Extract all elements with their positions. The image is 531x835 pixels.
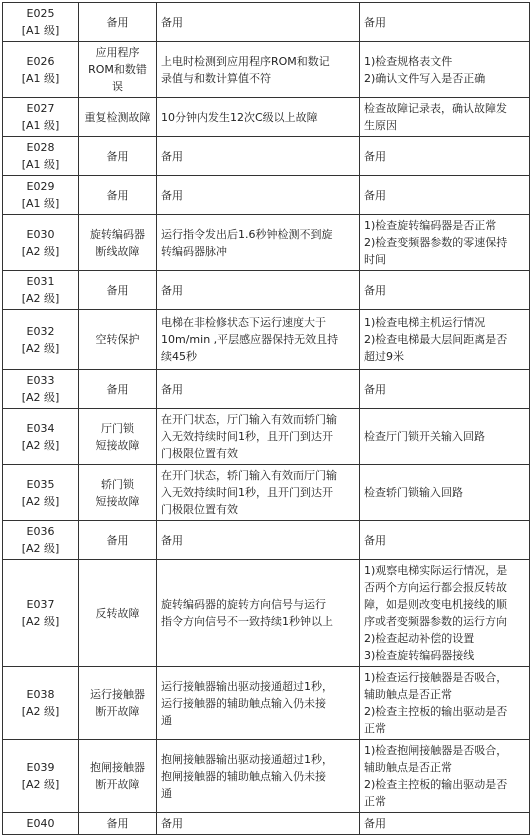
- cell-text-line: E036: [26, 525, 55, 538]
- cell-text-line: [A2 级]: [21, 292, 60, 305]
- cell-text-line: 辅助触点是否正常: [364, 688, 452, 701]
- cell-text-line: 续45秒: [161, 350, 197, 363]
- cell-text-line: 空转保护: [95, 333, 140, 346]
- cell-text-line: 检查轿门锁输入回路: [364, 486, 463, 499]
- fault-code-cell: [3, 409, 79, 465]
- cell-text-line: 指令方向信号不一致持续1秒钟以上: [161, 615, 333, 628]
- cell-text-line: 备用: [161, 382, 183, 396]
- cell-text-line: 断开故障: [95, 778, 140, 791]
- cell-text-line: 旋转编码器: [90, 227, 145, 241]
- cell-text-line: 2)检查电梯最大层间距离是否: [364, 333, 508, 346]
- cell-text-line: E032: [26, 324, 55, 338]
- fault-action-cell: [360, 521, 530, 560]
- cell-text-line: 备用: [161, 817, 183, 830]
- fault-name-cell: [79, 98, 157, 137]
- cell-text-line: 正常: [364, 722, 386, 735]
- cell-text-line: 备用: [364, 533, 386, 547]
- cell-text-line: E030: [26, 227, 55, 241]
- cell-text-line: 备用: [364, 382, 386, 396]
- cell-text-line: 备用: [161, 15, 183, 29]
- fault-name-cell: [79, 521, 157, 560]
- cell-text-line: 运行接触器输出驱动接通超过1秒，: [161, 679, 333, 693]
- cell-text-line: 序或者变频器参数的运行方向: [364, 615, 507, 628]
- cell-text-line: E038: [26, 688, 55, 701]
- cell-text-line: [A2 级]: [21, 615, 60, 628]
- cell-text-line: 通: [161, 713, 172, 727]
- fault-code-cell: [3, 176, 79, 215]
- cell-text-line: 生原因: [364, 119, 397, 132]
- fault-code-cell: [3, 465, 79, 521]
- cell-text-line: 检查故障记录表，确认故障发: [364, 102, 507, 115]
- fault-name-cell: [79, 465, 157, 521]
- fault-action-cell: [360, 310, 530, 370]
- table-row: [3, 176, 530, 215]
- fault-name-cell: [79, 42, 157, 98]
- fault-action-cell: [360, 137, 530, 176]
- cell-text-line: E039: [26, 761, 55, 774]
- cell-text-line: 厅门锁: [101, 421, 134, 435]
- cell-text-line: [A1 级]: [21, 24, 60, 37]
- table-row: [3, 465, 530, 521]
- cell-text-line: 抱闸接触器: [90, 761, 145, 774]
- cell-text-line: 1)检查抱闸接触器是否吸合，: [364, 744, 508, 757]
- fault-action-cell: [360, 42, 530, 98]
- cell-text-line: E031: [26, 275, 55, 288]
- cell-text-line: 备用: [161, 149, 183, 163]
- fault-condition-cell: [157, 137, 360, 176]
- cell-text-line: 通: [161, 786, 172, 800]
- fault-condition-cell: [157, 370, 360, 409]
- fault-condition-cell: [157, 176, 360, 215]
- fault-condition-cell: [157, 42, 360, 98]
- cell-text-line: 障，如是则改变电机接线的顺: [364, 598, 507, 611]
- fault-table-body: [3, 3, 530, 835]
- cell-text-line: 反转故障: [95, 606, 140, 620]
- fault-name-cell: [79, 3, 157, 42]
- fault-condition-cell: [157, 215, 360, 271]
- cell-text-line: E033: [26, 374, 55, 387]
- fault-condition-cell: [157, 521, 360, 560]
- fault-condition-cell: [157, 409, 360, 465]
- table-row: [3, 409, 530, 465]
- cell-text-line: 在开门状态，轿门输入有效而厅门输: [161, 469, 337, 482]
- cell-text-line: 入无效持续时间1秒，且开门到达开: [161, 486, 333, 499]
- fault-name-cell: [79, 271, 157, 310]
- fault-name-cell: [79, 215, 157, 271]
- cell-text-line: 备用: [364, 15, 386, 29]
- fault-code-cell: [3, 521, 79, 560]
- cell-text-line: [A1 级]: [21, 158, 60, 171]
- cell-text-line: [A1 级]: [21, 197, 60, 210]
- fault-action-cell: [360, 409, 530, 465]
- cell-text-line: 10分钟内发生12次C级以上故障: [161, 110, 318, 124]
- fault-code-cell: [3, 310, 79, 370]
- fault-name-cell: [79, 137, 157, 176]
- fault-action-cell: [360, 215, 530, 271]
- cell-text-line: 备用: [364, 283, 386, 297]
- cell-text-line: E027: [26, 102, 55, 115]
- cell-text-line: 辅助触点是否正常: [364, 761, 452, 774]
- cell-text-line: 上电时检测到应用程序ROM和数记: [161, 54, 330, 68]
- cell-text-line: 运行接触器: [90, 688, 145, 701]
- fault-action-cell: [360, 271, 530, 310]
- fault-code-cell: [3, 215, 79, 271]
- table-row: [3, 137, 530, 176]
- fault-name-cell: [79, 740, 157, 813]
- fault-condition-cell: [157, 271, 360, 310]
- cell-text-line: 轿门锁: [101, 477, 134, 491]
- cell-text-line: [A2 级]: [21, 244, 60, 258]
- cell-text-line: 短接故障: [95, 438, 140, 452]
- cell-text-line: E037: [26, 598, 55, 611]
- fault-action-cell: [360, 667, 530, 740]
- cell-text-line: [A2 级]: [21, 494, 60, 508]
- cell-text-line: 备用: [364, 188, 386, 202]
- table-row: [3, 271, 530, 310]
- fault-action-cell: [360, 370, 530, 409]
- cell-text-line: 2)确认文件写入是否正确: [364, 71, 486, 85]
- cell-text-line: [A2 级]: [21, 438, 60, 452]
- table-row: [3, 310, 530, 370]
- cell-text-line: 转编码器脉冲: [161, 244, 227, 258]
- cell-text-line: 抱闸接触器输出驱动接通超过1秒，: [161, 752, 333, 766]
- cell-text-line: 2)检查主控板的输出驱动是否: [364, 778, 508, 791]
- cell-text-line: 旋转编码器的旋转方向信号与运行: [161, 598, 326, 611]
- cell-text-line: 备用: [364, 149, 386, 163]
- fault-code-cell: [3, 98, 79, 137]
- cell-text-line: 1)检查旋转编码器是否正常: [364, 219, 497, 232]
- table-row: [3, 215, 530, 271]
- cell-text-line: 否两个方向运行都会报反转故: [364, 581, 507, 594]
- cell-text-line: 超过9米: [364, 350, 404, 363]
- cell-text-line: 应用程序: [95, 46, 140, 59]
- cell-text-line: 3)检查旋转编码器接线: [364, 649, 475, 662]
- fault-code-cell: [3, 271, 79, 310]
- fault-action-cell: [360, 3, 530, 42]
- cell-text-line: 断开故障: [95, 705, 140, 718]
- fault-name-cell: [79, 560, 157, 667]
- fault-code-cell: [3, 813, 79, 835]
- cell-text-line: 录值与和数计算值不符: [161, 71, 271, 85]
- cell-text-line: E028: [26, 141, 55, 154]
- fault-condition-cell: [157, 98, 360, 137]
- cell-text-line: 门极限位置有效: [161, 447, 238, 460]
- cell-text-line: E029: [26, 180, 55, 193]
- cell-text-line: 运行指令发出后1.6秒钟检测不到旋: [161, 227, 333, 241]
- cell-text-line: 备用: [106, 817, 129, 830]
- fault-code-cell: [3, 667, 79, 740]
- cell-text-line: 10m/min ,平层感应器保持无效且持: [161, 333, 339, 346]
- cell-text-line: E040: [26, 817, 55, 830]
- fault-name-cell: [79, 310, 157, 370]
- cell-text-line: E034: [26, 421, 55, 435]
- cell-text-line: 备用: [106, 15, 129, 29]
- cell-text-line: 备用: [106, 188, 129, 202]
- fault-action-cell: [360, 740, 530, 813]
- cell-text-line: E026: [26, 54, 55, 68]
- cell-text-line: 时间: [364, 253, 386, 266]
- cell-text-line: [A2 级]: [21, 391, 60, 404]
- cell-text-line: 运行接触器的辅助触点输入仍未接: [161, 696, 326, 710]
- cell-text-line: 在开门状态，厅门输入有效而轿门输: [161, 413, 337, 426]
- cell-text-line: [A2 级]: [21, 705, 60, 718]
- table-row: [3, 98, 530, 137]
- cell-text-line: 短接故障: [95, 494, 140, 508]
- fault-code-cell: [3, 137, 79, 176]
- fault-name-cell: [79, 813, 157, 835]
- cell-text-line: 备用: [106, 533, 129, 547]
- table-row: [3, 813, 530, 835]
- cell-text-line: 断线故障: [95, 244, 140, 258]
- cell-text-line: 电梯在非检修状态下运行速度大于: [161, 316, 326, 329]
- cell-text-line: 1)检查电梯主机运行情况: [364, 316, 486, 329]
- cell-text-line: [A1 级]: [21, 119, 60, 132]
- cell-text-line: 检查厅门锁开关输入回路: [364, 430, 485, 443]
- fault-condition-cell: [157, 465, 360, 521]
- cell-text-line: 备用: [161, 188, 183, 202]
- cell-text-line: 备用: [161, 283, 183, 297]
- table-row: [3, 370, 530, 409]
- fault-action-cell: [360, 98, 530, 137]
- fault-condition-cell: [157, 310, 360, 370]
- cell-text-line: 入无效持续时间1秒，且开门到达开: [161, 430, 333, 443]
- cell-text-line: [A1 级]: [21, 71, 60, 85]
- fault-action-cell: [360, 176, 530, 215]
- table-row: [3, 740, 530, 813]
- cell-text-line: 备用: [161, 533, 183, 547]
- fault-code-cell: [3, 740, 79, 813]
- cell-text-line: 正常: [364, 795, 386, 808]
- cell-text-line: 1)观察电梯实际运行情况，是: [364, 564, 508, 577]
- cell-text-line: 2)检查起动补偿的设置: [364, 632, 475, 645]
- table-row: [3, 42, 530, 98]
- fault-action-cell: [360, 813, 530, 835]
- fault-condition-cell: [157, 560, 360, 667]
- fault-condition-cell: [157, 667, 360, 740]
- cell-text-line: E035: [26, 477, 55, 491]
- cell-text-line: [A2 级]: [21, 778, 60, 791]
- cell-text-line: 1)检查规格表文件: [364, 54, 453, 68]
- cell-text-line: 备用: [364, 817, 386, 830]
- cell-text-line: 2)检查主控板的输出驱动是否: [364, 705, 508, 718]
- fault-code-cell: [3, 3, 79, 42]
- fault-condition-cell: [157, 740, 360, 813]
- cell-text-line: 备用: [106, 149, 129, 163]
- fault-code-cell: [3, 370, 79, 409]
- fault-name-cell: [79, 176, 157, 215]
- fault-name-cell: [79, 370, 157, 409]
- fault-action-cell: [360, 560, 530, 667]
- fault-action-cell: [360, 465, 530, 521]
- fault-name-cell: [79, 667, 157, 740]
- cell-text-line: 重复检测故障: [84, 110, 151, 124]
- cell-text-line: 1)检查运行接触器是否吸合，: [364, 671, 508, 684]
- fault-code-table: [2, 2, 530, 835]
- fault-condition-cell: [157, 813, 360, 835]
- cell-text-line: 2)检查变频器参数的零速保持: [364, 236, 508, 249]
- cell-text-line: E025: [26, 7, 55, 20]
- cell-text-line: 备用: [106, 382, 129, 396]
- table-row: [3, 560, 530, 667]
- cell-text-line: 备用: [106, 283, 129, 297]
- fault-condition-cell: [157, 3, 360, 42]
- table-row: [3, 667, 530, 740]
- table-row: [3, 3, 530, 42]
- cell-text-line: 门极限位置有效: [161, 503, 238, 516]
- fault-code-cell: [3, 560, 79, 667]
- fault-name-cell: [79, 409, 157, 465]
- cell-text-line: 抱闸接触器的辅助触点输入仍未接: [161, 769, 326, 783]
- cell-text-line: ROM和数错误: [88, 63, 147, 93]
- fault-code-cell: [3, 42, 79, 98]
- cell-text-line: [A2 级]: [21, 341, 60, 355]
- cell-text-line: [A2 级]: [21, 542, 60, 555]
- table-row: [3, 521, 530, 560]
